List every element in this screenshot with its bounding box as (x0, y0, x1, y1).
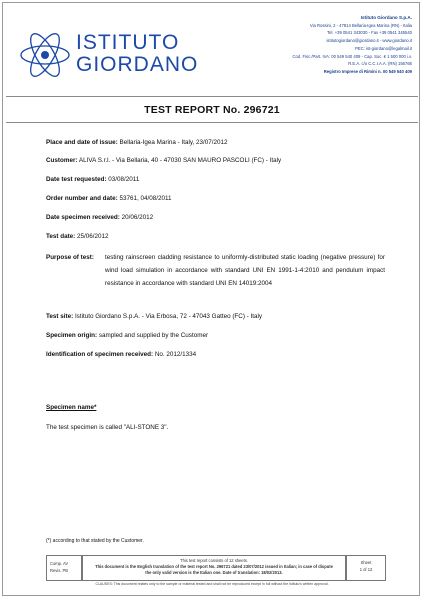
specimen-received-value: 20/06/2012 (121, 214, 154, 221)
field-order (46, 195, 172, 203)
footer-sheet-label: Sheet (360, 560, 372, 565)
footer-authors (46, 555, 82, 581)
field-test-site (46, 313, 262, 321)
footer-compiled: Comp. AV (50, 561, 69, 566)
title-divider (6, 122, 418, 123)
footer-revised: Revis. PB (50, 568, 68, 573)
footer-notice (82, 555, 346, 581)
footer-valid-version: the only valid version is the Italian one. Date of translation: 18/02/2013. (145, 570, 283, 576)
institute-logo (14, 22, 214, 92)
order-value: 53761, 04/08/2011 (119, 195, 172, 202)
specimen-name-text: The test specimen is called "ALI-STONE 3". (46, 424, 169, 431)
place-label: Place and date of issue: (46, 139, 118, 146)
test-date-label: Test date: (46, 233, 76, 240)
company-tax-id: Cod. Fisc./Part. IVA: 00 549 540 409 - Cap. Soc. € 1 500 000 i.v. (292, 53, 412, 59)
customer-label: Customer: (46, 157, 78, 164)
header-divider (6, 96, 418, 97)
company-phone: Tel. +39 0541 343030 - Fax +39 0541 345540 (327, 30, 412, 36)
footer-sheet-number (346, 555, 386, 581)
atom-logo-icon (18, 28, 72, 82)
logo-line1: ISTITUTO (76, 31, 180, 54)
customer-value: ALIVA S.r.l. - Via Bellaria, 40 - 47030 SAN MAURO PASCOLI (FC) - Italy (78, 157, 282, 164)
test-date-value: 25/06/2012 (77, 233, 109, 240)
field-place (46, 139, 228, 147)
origin-value: sampled and supplied by the Customer (98, 332, 209, 339)
field-specimen-received (46, 214, 153, 222)
company-rea: R.E.A. c/o C.C.I.A.A. (RN) 156766 (348, 61, 412, 67)
footnote: (*) according to that stated by the Customer. (46, 538, 144, 544)
purpose-label: Purpose of test: (46, 254, 94, 261)
date-requested-label: Date test requested: (46, 176, 107, 183)
order-label: Order number and date: (46, 195, 118, 202)
field-identification (46, 351, 196, 359)
company-name: Istituto Giordano S.p.A. (360, 15, 412, 20)
origin-label: Specimen origin: (46, 332, 98, 339)
company-pec: PEC: ist-giordano@legalmail.it (355, 45, 412, 51)
field-customer (46, 157, 281, 165)
test-site-label: Test site: (46, 313, 74, 320)
footer-sheet-value: 1 of 12 (359, 567, 373, 572)
identification-label: Identification of specimen received: (46, 351, 154, 358)
logo-text (76, 32, 198, 76)
field-date-requested (46, 176, 139, 184)
logo-line2: GIORDANO (76, 53, 199, 76)
specimen-received-label: Date specimen received: (46, 214, 120, 221)
legal-clause: CLAUSES: This document relates only to the sample or material tested and shall not be reproduced except in full without the Istituto's written approval. (95, 582, 329, 586)
footer-translation-note: This document is the English translation of the test report No. 296721 dated 23/07/2012 issued in Italian; in case of dispute (95, 564, 333, 570)
company-register: Registro Imprese di Rimini n. 00 549 540 409 (323, 68, 412, 74)
place-value: Bellaria-Igea Marina - Italy, 23/07/2012 (119, 139, 228, 146)
purpose-value: testing rainscreen cladding resistance to uniformly-distributed static loading (negative pressure) for wind load simulation in accordance with standard UNI EN 1991-1-4:2010 and pendulum impact resistance in accordance with standard UNI EN 14019:2004 (105, 254, 385, 287)
field-test-date (46, 233, 109, 241)
report-title: TEST REPORT No. 296721 (144, 104, 280, 116)
footer-sheet-count: This test report consists of 12 sheets. (180, 558, 248, 563)
company-address: Via Rossini, 2 - 47814 Bellaria-Igea Marina (RN) - Italia (309, 22, 412, 28)
specimen-name-heading: Specimen name* (46, 404, 97, 411)
date-requested-value: 03/08/2011 (108, 176, 140, 183)
field-origin (46, 332, 208, 340)
test-site-value: Istituto Giordano S.p.A. - Via Erbosa, 72 - 47043 Gatteo (FC) - Italy (74, 313, 263, 320)
identification-value: No. 2012/1334 (154, 351, 197, 358)
page-footer (46, 555, 386, 581)
company-info (262, 14, 412, 76)
company-email: istitutogiordano@giordano.it - www.giordano.it (326, 38, 412, 44)
